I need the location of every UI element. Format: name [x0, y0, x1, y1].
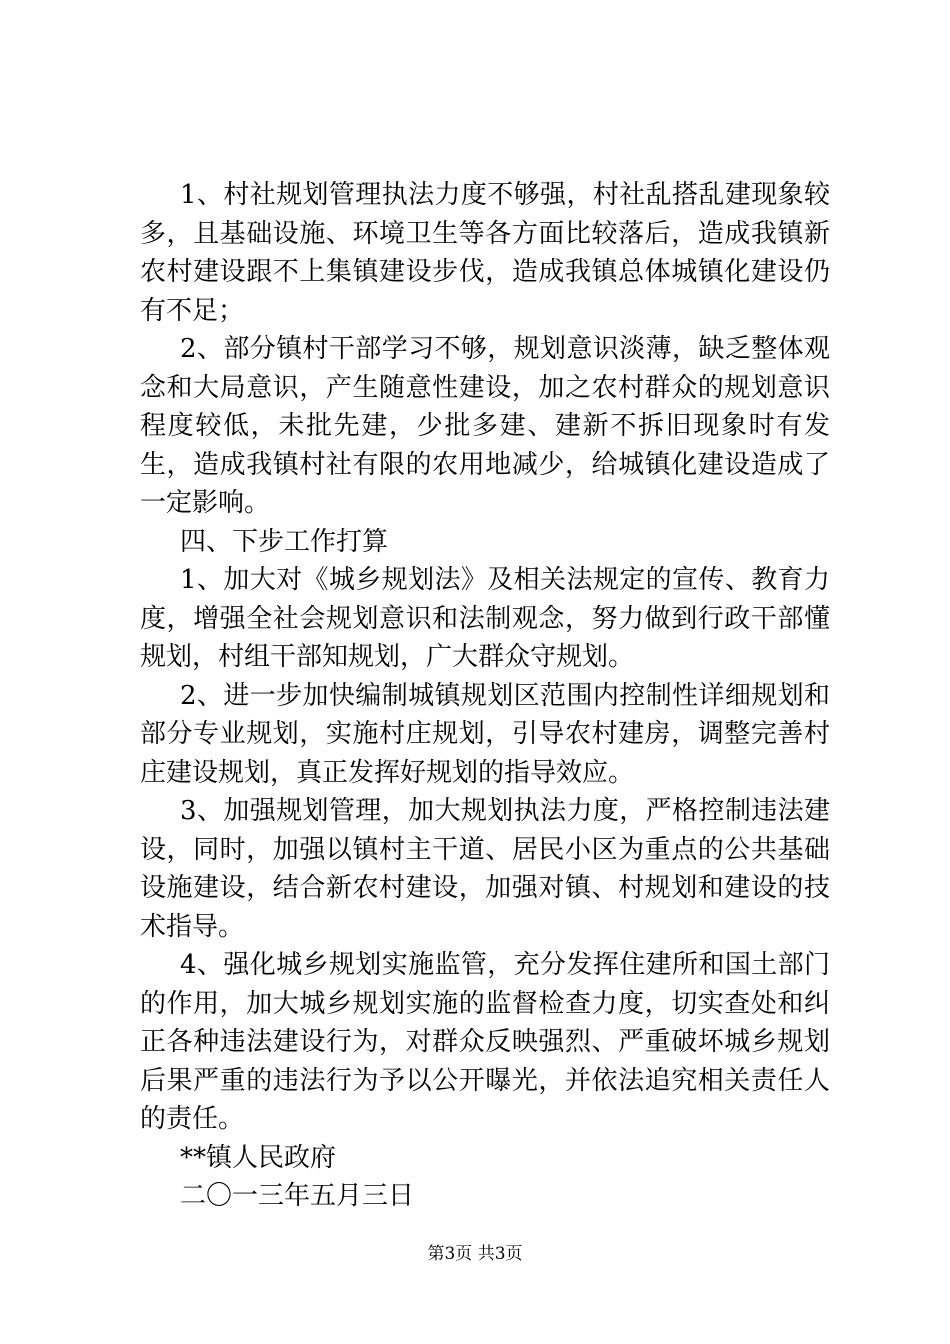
page-number: 第3页 共3页 [427, 1244, 523, 1264]
signature-organization: **镇人民政府 [180, 1142, 337, 1173]
section-heading-next-steps: 四、下步工作打算 [180, 526, 389, 557]
paragraph-plan-4: 4、强化城乡规划实施监管，充分发挥住建所和国土部门的作用，加大城乡规划实施的监督检查力度，切实查处和纠正各种违法建设行为，对群众反映强烈、严重破坏城乡规划后果严重的违法行为予以公开曝光，并依法追究相关责任人的责任。 [140, 950, 830, 1134]
paragraph-plan-1: 1、加大对《城乡规划法》及相关法规定的宣传、教育力度，增强全社会规划意识和法制观念，努力做到行政干部懂规划，村组干部知规划，广大群众守规划。 [140, 565, 830, 672]
signature-date: 二〇一三年五月三日 [180, 1181, 415, 1211]
document-body [140, 176, 830, 1216]
paragraph-plan-2: 2、进一步加快编制城镇规划区范围内控制性详细规划和部分专业规划，实施村庄规划，引导农村建房，调整完善村庄建设规划，真正发挥好规划的指导效应。 [140, 680, 830, 788]
page-footer [0, 1244, 950, 1264]
paragraph-plan-3: 3、加强规划管理，加大规划执法力度，严格控制违法建设，同时，加强以镇村主干道、居民小区为重点的公共基础设施建设，结合新农村建设，加强对镇、村规划和建设的技术指导。 [140, 796, 830, 942]
paragraph-problem-2: 2、部分镇村干部学习不够，规划意识淡薄，缺乏整体观念和大局意识，产生随意性建设，加之农村群众的规划意识程度较低，未批先建，少批多建、建新不拆旧现象时有发生，造成我镇村社有限的农用地减少，给城镇化建设造成了一定影响。 [140, 334, 830, 518]
paragraph-problem-1: 1、村社规划管理执法力度不够强，村社乱搭乱建现象较多，且基础设施、环境卫生等各方面比较落后，造成我镇新农村建设跟不上集镇建设步伐，造成我镇总体城镇化建设仍有不足； [140, 180, 830, 326]
